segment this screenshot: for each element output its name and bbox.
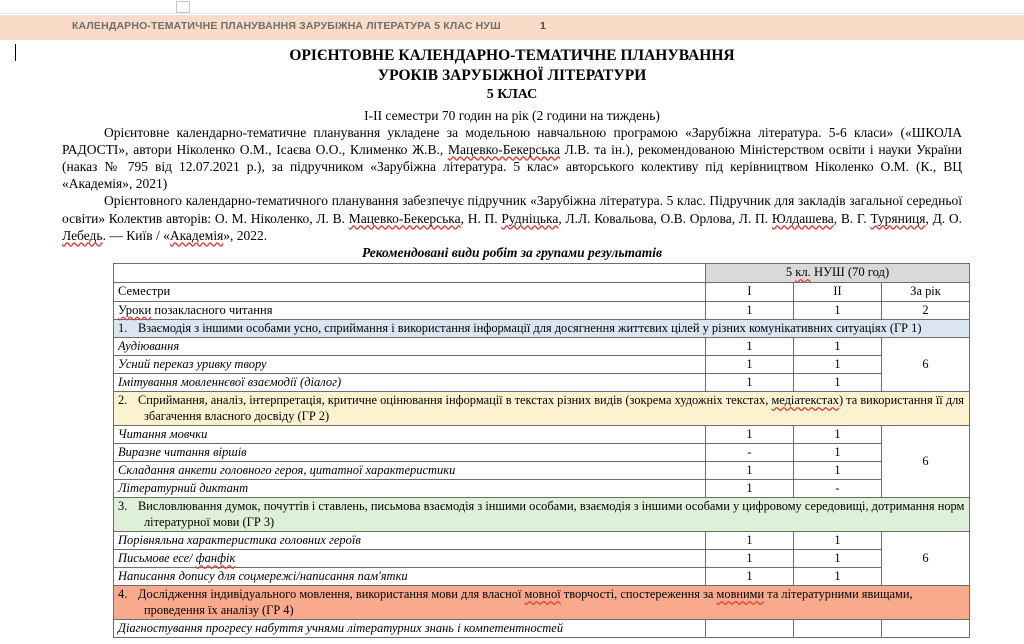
row-label-part-a: Письмове есе/ — [118, 551, 196, 566]
table-row — [114, 480, 970, 498]
row-label-dialog-imitation: Імітування мовленнєвої взаємодії (діалог) — [114, 374, 706, 392]
section-text-a: Сприймання, аналіз, інтерпретація, критичне оцінювання інформації в текстах різних видів (зокрема художніх текстах, — [138, 393, 772, 408]
cell-value-i: 1 — [706, 338, 794, 356]
cell-value-year-merged: 6 — [882, 338, 970, 392]
table-row — [114, 356, 970, 374]
intro-paragraph-1 — [0, 124, 1024, 193]
table-section-header-2 — [114, 392, 970, 426]
row-label-written-essay — [114, 550, 706, 568]
row-label-silent-reading: Читання мовчки — [114, 426, 706, 444]
spellcheck-word: медіатекстах — [771, 393, 839, 408]
page-title-line-3: 5 КЛАС — [486, 87, 538, 102]
row-label-oral-retelling: Усний переказ уривку твору — [114, 356, 706, 374]
document-body — [0, 46, 1024, 638]
row-label-semesters: Семестри — [114, 282, 706, 301]
table-section-header-1 — [114, 319, 970, 338]
section-1-cell — [114, 319, 970, 338]
column-header-year: За рік — [882, 282, 970, 301]
cell-value-ii — [794, 620, 882, 638]
cell-value-i: 1 — [706, 462, 794, 480]
spellcheck-word: Лебедь — [62, 227, 103, 243]
table-row — [114, 301, 970, 319]
spellcheck-word: Туряниця — [870, 210, 926, 226]
table-row-group-header — [114, 263, 970, 282]
spellcheck-word: мовної — [524, 587, 561, 602]
table-row — [114, 568, 970, 586]
recommended-works-title: Рекомендовані види робіт за групами результатів — [361, 244, 663, 260]
table-section-header-3 — [114, 498, 970, 532]
cell-value-i: 1 — [706, 480, 794, 498]
section-number: 1. — [118, 320, 128, 335]
page-title-line-2: УРОКІВ ЗАРУБІЖНОЇ ЛІТЕРАТУРИ — [377, 66, 647, 84]
row-label-hero-questionnaire: Складання анкети головного героя, цитатної характеристики — [114, 462, 706, 480]
section-2-cell — [114, 392, 970, 426]
section-4-cell — [114, 586, 970, 620]
column-header-semester-1: І — [706, 282, 794, 301]
row-label-social-media-post: Написання допису для соцмережі/написання пам'ятки — [114, 568, 706, 586]
section-3-cell — [114, 498, 970, 532]
row-label-rest: позакласного читання — [151, 302, 273, 317]
table-row — [114, 444, 970, 462]
paragraph-1-part-a: Орієнтовне календарно-тематичне планування укладене за модельною навчальною програмою «Зарубіжна література. 5-6 класи» («ШКОЛА РАДОСТІ», автори Ніколенко О.М., Ісаєва О.О., Клименко Ж.В., — [62, 124, 962, 157]
paragraph-2-part-a: Орієнтовного календарно-тематичного планування забезпечує підручник «Зарубіжна література. 5 клас. Підручник для закладів загальної середньої освіти» Колектив авторів: О. М. Ніколенко, Л. В. — [62, 193, 962, 226]
cell-value-i: 1 — [706, 356, 794, 374]
cell-value-ii: 1 — [794, 532, 882, 550]
cell-value-ii: 1 — [794, 550, 882, 568]
section-number: 2. — [118, 393, 128, 408]
table-row — [114, 426, 970, 444]
document-header-page-number: 1 — [540, 20, 546, 32]
table-row — [114, 550, 970, 568]
spellcheck-word: Юлдашева — [771, 210, 834, 226]
table-row-semesters — [114, 282, 970, 301]
spellcheck-word: Рудніцька — [501, 210, 559, 226]
table-row — [114, 620, 970, 638]
paragraph-1-part-b: Л.В. та ін.), рекомендованою Міністерством освіти і науки України (наказ № 795 від 12.07.2021 р.), за підручником «Зарубіжна література. 5 клас» авторського колективу під керівництвом Ніколенко О.М. (К., ВЦ «Академія», 2021) — [62, 141, 962, 192]
section-number: 3. — [118, 499, 128, 514]
document-header-title: КАЛЕНДАРНО-ТЕМАТИЧНЕ ПЛАНУВАННЯ ЗАРУБІЖНА ЛІТЕРАТУРА 5 КЛАС НУШ — [72, 20, 501, 32]
section-text: Взаємодія з іншими особами усно, сприймання і використання інформації для досягнення життєвих цілей у різних комунікативних ситуаціях (ГР 1) — [138, 320, 922, 335]
intro-paragraph-2 — [0, 192, 1024, 244]
row-label-audiyuvannya: Аудіювання — [114, 338, 706, 356]
group-header-part-a: 5 — [785, 265, 796, 280]
section-text-b: творчості, спостереження за — [560, 587, 717, 602]
cell-value-ii: 1 — [794, 301, 882, 319]
plan-table-wrapper — [0, 263, 1024, 639]
row-label-extracurricular-reading — [114, 301, 706, 319]
paragraph-2-part-b: , Н. П. — [460, 210, 502, 226]
row-label-comparative-characteristics: Порівняльна характеристика головних героїв — [114, 532, 706, 550]
table-row — [114, 374, 970, 392]
table-row — [114, 462, 970, 480]
top-strip — [0, 0, 1024, 14]
spellcheck-word: Мацевко-Бекерська — [348, 210, 461, 226]
row-label-expressive-reading: Виразне читання віршів — [114, 444, 706, 462]
group-header-cell — [706, 263, 970, 282]
cell-value-i: 1 — [706, 568, 794, 586]
spellcheck-word: кл. — [795, 265, 811, 280]
spellcheck-word: Уроки — [118, 302, 152, 317]
section-text-b: ) та використання її для збагачення власного досвіду (ГР 2) — [144, 393, 965, 423]
column-header-semester-2: ІІ — [794, 282, 882, 301]
section-text: Висловлювання думок, почуттів і ставлень, письмова взаємодія з іншими особами, взаємодія з іншими особами у цифровому середовищі, дотримання норм літературної мови (ГР 3) — [138, 499, 965, 529]
cell-value-ii: 1 — [794, 338, 882, 356]
cell-value-i: 1 — [706, 374, 794, 392]
cell-value-i: 1 — [706, 550, 794, 568]
plan-table — [113, 263, 970, 639]
spellcheck-word: мовними — [716, 587, 765, 602]
cell-value-year-merged: 6 — [882, 426, 970, 498]
document-title-block — [0, 46, 1024, 105]
section-text-c: та літературними явищами, проведення їх аналізу (ГР 4) — [144, 587, 913, 617]
top-strip-box-icon — [176, 1, 190, 13]
row-label-diagnostics: Діагностування прогресу набуття учнями літературних знань і компетентностей — [114, 620, 706, 638]
spellcheck-word: Мацевко-Бекерська — [448, 141, 560, 157]
page-title-text-1: ОРІЄНТОВНЕ КАЛЕНДАРНО-ТЕМАТИЧНЕ ПЛАНУВАННЯ — [289, 47, 735, 64]
paragraph-2-part-e: , Д. О. — [925, 210, 962, 226]
cell-value-i: 1 — [706, 532, 794, 550]
cell-value-i: - — [706, 444, 794, 462]
cell-value-ii: 1 — [794, 462, 882, 480]
text-cursor — [15, 44, 16, 61]
cell-value-ii: 1 — [794, 356, 882, 374]
spellcheck-word: фанфік — [195, 551, 236, 566]
document-header-bar — [0, 15, 1024, 40]
cell-value-i: 1 — [706, 301, 794, 319]
spellcheck-word: Академія — [169, 227, 224, 243]
paragraph-2-part-d: , В. Г. — [833, 210, 871, 226]
group-header-part-b: НУШ (70 год) — [810, 265, 890, 280]
cell-value-ii: 1 — [794, 444, 882, 462]
table-row — [114, 532, 970, 550]
row-label-literary-dictation: Літературний диктант — [114, 480, 706, 498]
table-corner-cell — [114, 263, 706, 282]
cell-value-i: 1 — [706, 426, 794, 444]
cell-value-ii: - — [794, 480, 882, 498]
cell-value-year: 2 — [882, 301, 970, 319]
paragraph-2-part-f: . — Київ / « — [102, 227, 170, 243]
table-section-header-4 — [114, 586, 970, 620]
paragraph-2-part-c: , Л.Л. Ковальова, О.В. Орлова, Л. П. — [558, 210, 772, 226]
section-text-a: Дослідження індивідуального мовлення, використання мови для власної — [138, 587, 525, 602]
cell-value-ii: 1 — [794, 426, 882, 444]
cell-value-year-merged: 6 — [882, 532, 970, 586]
cell-value-year — [882, 620, 970, 638]
cell-value-i — [706, 620, 794, 638]
cell-value-ii: 1 — [794, 374, 882, 392]
page-title-line-1 — [0, 46, 1024, 66]
paragraph-2-part-g: », 2022. — [223, 227, 268, 243]
table-row — [114, 338, 970, 356]
hours-line: І-ІІ семестри 70 годин на рік (2 години на тиждень) — [364, 107, 660, 123]
cell-value-ii: 1 — [794, 568, 882, 586]
section-number: 4. — [118, 587, 128, 602]
